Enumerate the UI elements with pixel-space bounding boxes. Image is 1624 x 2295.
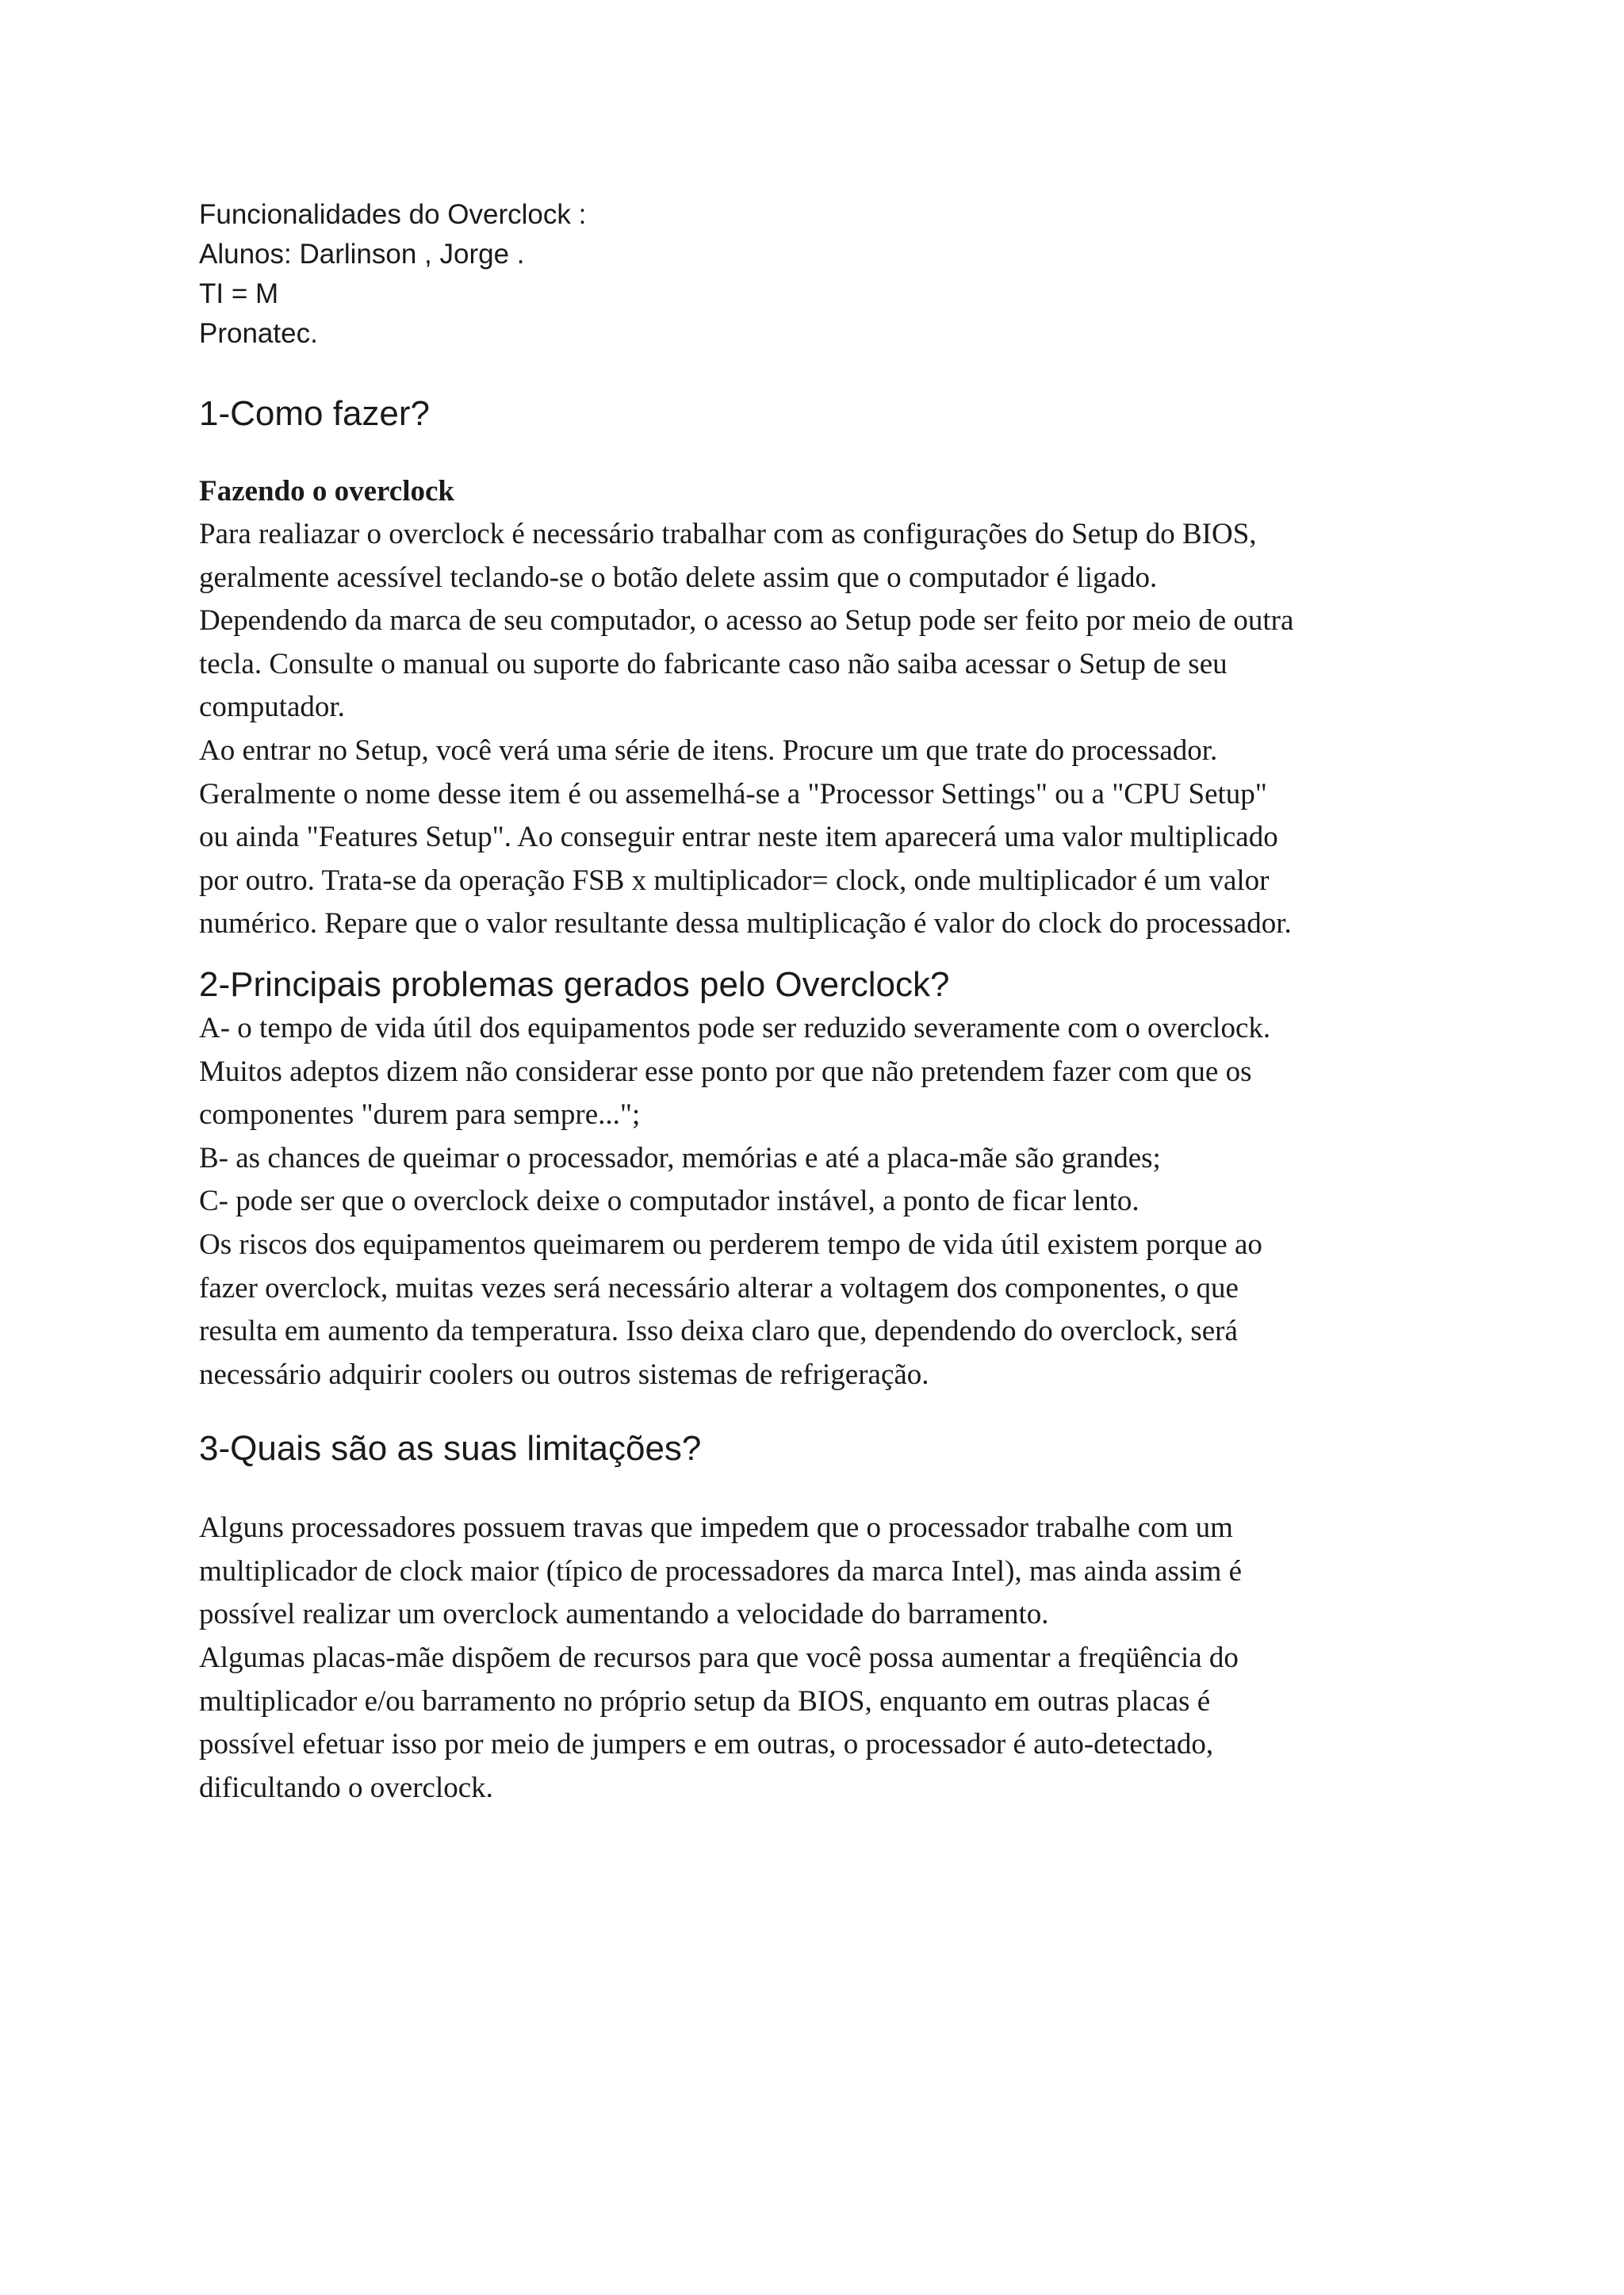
document-header bbox=[199, 195, 1452, 354]
section-problemas bbox=[199, 963, 1452, 1397]
document-page bbox=[199, 195, 1452, 1810]
section-body bbox=[199, 1007, 1452, 1397]
body-line: numérico. Repare que o valor resultante dessa multiplicação é valor do clock do processador. bbox=[199, 907, 1292, 941]
body-line: Geralmente o nome desse item é ou assemelhá-se a "Processor Settings" ou a "CPU Setup" bbox=[199, 777, 1267, 810]
body-line: fazer overclock, muitas vezes será necessário alterar a voltagem dos componentes, o que bbox=[199, 1271, 1239, 1305]
body-line: A- o tempo de vida útil dos equipamentos pode ser reduzido severamente com o overclock. bbox=[199, 1011, 1271, 1044]
document-title: Funcionalidades do Overclock : bbox=[199, 199, 587, 230]
section-body bbox=[199, 1507, 1452, 1810]
body-line: multiplicador de clock maior (típico de processadores da marca Intel), mas ainda assim é bbox=[199, 1554, 1243, 1588]
body-line: necessário adquirir coolers ou outros sistemas de refrigeração. bbox=[199, 1358, 929, 1391]
body-line: tecla. Consulte o manual ou suporte do fabricante caso não saiba acessar o Setup de seu bbox=[199, 647, 1228, 680]
body-line: resulta em aumento da temperatura. Isso deixa claro que, dependendo do overclock, será bbox=[199, 1315, 1238, 1348]
body-line: Ao entrar no Setup, você verá uma série de itens. Procure um que trate do processador. bbox=[199, 734, 1218, 767]
section-body bbox=[199, 513, 1452, 946]
body-line: possível efetuar isso por meio de jumpers e em outras, o processador é auto-detectado, bbox=[199, 1728, 1214, 1761]
section-limitacoes bbox=[199, 1427, 1452, 1810]
body-line: geralmente acessível teclando-se o botão delete assim que o computador é ligado. bbox=[199, 561, 1158, 594]
section-heading: 1-Como fazer? bbox=[199, 394, 431, 433]
body-line: Para realiazar o overclock é necessário trabalhar com as configurações do Setup do BIOS, bbox=[199, 518, 1257, 550]
body-line: Muitos adeptos dizem não considerar esse ponto por que não pretendem fazer com que os bbox=[199, 1055, 1252, 1088]
body-line: C- pode ser que o overclock deixe o computador instável, a ponto de ficar lento. bbox=[199, 1185, 1139, 1218]
section-heading: 2-Principais problemas gerados pelo Overclock? bbox=[199, 964, 950, 1004]
body-line: ou ainda "Features Setup". Ao conseguir entrar neste item aparecerá uma valor multiplicado bbox=[199, 821, 1278, 854]
section-heading: 3-Quais são as suas limitações? bbox=[199, 1429, 702, 1469]
body-line: Dependendo da marca de seu computador, o acesso ao Setup pode ser feito por meio de outra bbox=[199, 604, 1294, 638]
body-line: Algumas placas-mãe dispõem de recursos para que você possa aumentar a freqüência do bbox=[199, 1642, 1239, 1675]
body-line: Alguns processadores possuem travas que impedem que o processador trabalhe com um bbox=[199, 1511, 1233, 1545]
body-line: dificultando o overclock. bbox=[199, 1771, 493, 1804]
section-como-fazer bbox=[199, 392, 1452, 946]
students-line: Alunos: Darlinson , Jorge . bbox=[199, 239, 525, 270]
body-line: por outro. Trata-se da operação FSB x multiplicador= clock, onde multiplicador é um valor bbox=[199, 864, 1270, 897]
body-line: possível realizar um overclock aumentando a velocidade do barramento. bbox=[199, 1598, 1049, 1631]
section-subheading: Fazendo o overclock bbox=[199, 475, 454, 508]
class-line: TI = M bbox=[199, 278, 279, 309]
body-line: Os riscos dos equipamentos queimarem ou perderem tempo de vida útil existem porque ao bbox=[199, 1228, 1262, 1261]
program-line: Pronatec. bbox=[199, 318, 318, 349]
body-line: computador. bbox=[199, 691, 345, 724]
body-line: multiplicador e/ou barramento no próprio setup da BIOS, enquanto em outras placas é bbox=[199, 1684, 1211, 1718]
body-line: B- as chances de queimar o processador, memórias e até a placa-mãe são grandes; bbox=[199, 1141, 1161, 1174]
body-line: componentes "durem para sempre..."; bbox=[199, 1098, 641, 1132]
